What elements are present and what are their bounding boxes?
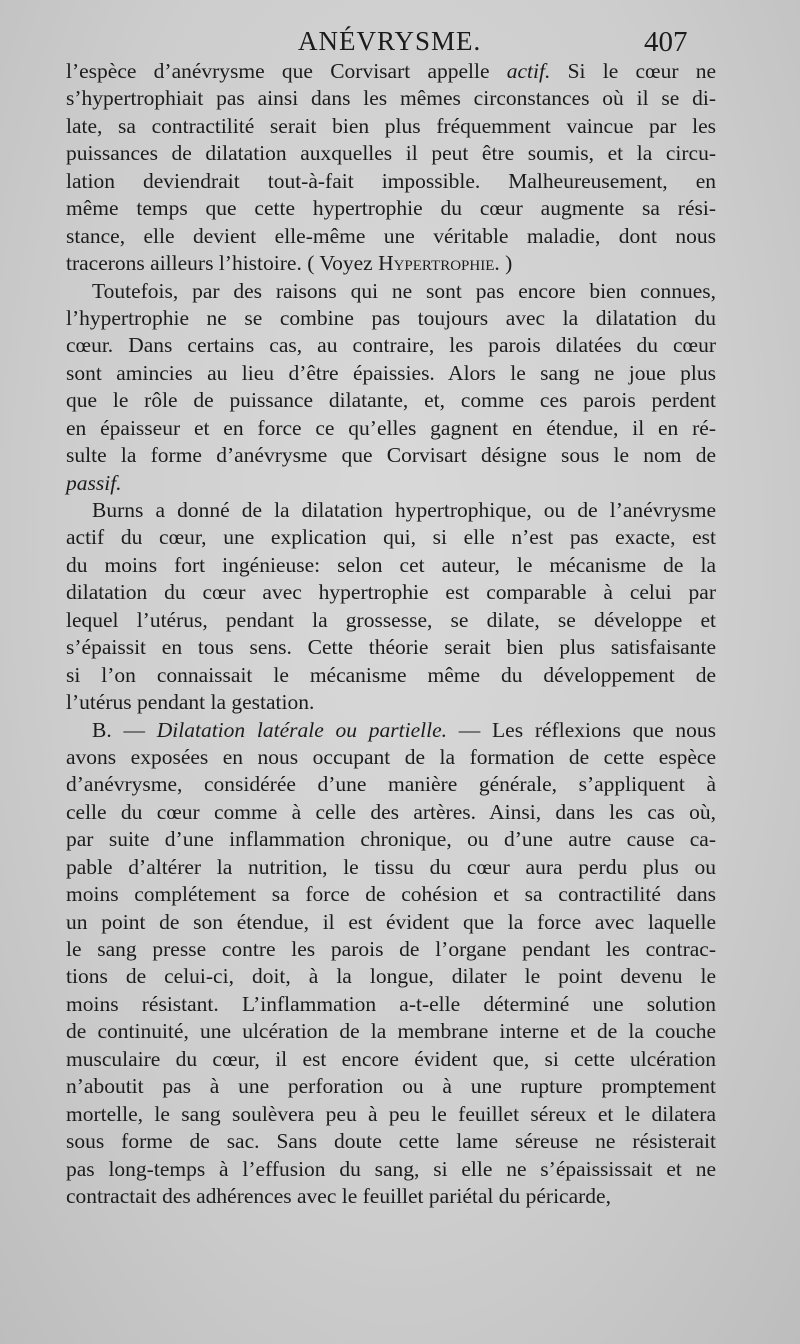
text-line: s’épaissit en tous sens. Cette théorie serait bien plus satisfaisante	[66, 635, 716, 660]
text-line: B. — Dilatation latérale ou partielle. — Les réflexions que nous	[92, 717, 717, 742]
page-number: 407	[644, 26, 688, 58]
text-line: l’hypertrophie ne se combine pas toujours avec la dilatation du	[66, 305, 716, 330]
italic-run: actif.	[506, 59, 551, 83]
text-line: tracerons ailleurs l’histoire. ( Voyez Hypertrophie. )	[66, 251, 513, 276]
page-header	[0, 20, 800, 60]
text-line: lequel l’utérus, pendant la grossesse, se dilate, se développe et	[66, 607, 716, 632]
text-line: stance, elle devient elle-même une véritable maladie, dont nous	[66, 223, 716, 248]
text-line: pas long-temps à l’effusion du sang, si elle ne s’épaississait et ne	[66, 1156, 716, 1181]
text-line	[66, 470, 716, 497]
text-line: actif du cœur, une explication qui, si elle n’est pas exacte, est	[66, 525, 716, 550]
text-line: que le rôle de puissance dilatante, et, comme ces parois perdent	[66, 388, 716, 413]
text-line: cœur. Dans certains cas, au contraire, les parois dilatées du cœur	[66, 333, 716, 358]
small-caps-run: Hypertrophie.	[378, 251, 500, 276]
text-line: n’aboutit pas à une perforation ou à une rupture promptement	[66, 1074, 716, 1099]
text-line: en épaisseur et en force ce qu’elles gagnent en étendue, il en ré-	[66, 415, 716, 440]
running-title: ANÉVRYSME.	[298, 26, 482, 56]
text-line: s’hypertrophiait pas ainsi dans les mêmes circonstances où il se di-	[66, 86, 716, 111]
text-line: l’utérus pendant la gestation.	[66, 690, 315, 715]
text-line: sulte la forme d’anévrysme que Corvisart désigne sous le nom de	[66, 443, 716, 468]
text-line: dilatation du cœur avec hypertrophie est comparable à celui par	[66, 580, 716, 605]
text-line: de continuité, une ulcération de la membrane interne et de la couche	[66, 1019, 716, 1044]
text-line: moins résistant. L’inflammation a-t-elle déterminé une solution	[66, 991, 716, 1016]
body-text	[66, 58, 716, 1210]
text-line: late, sa contractilité serait bien plus fréquemment vaincue par les	[66, 113, 716, 138]
text-line: Toutefois, par des raisons qui ne sont pas encore bien connues,	[92, 278, 716, 303]
text-line: sous forme de sac. Sans doute cette lame séreuse ne résisterait	[66, 1129, 716, 1154]
text-line: celle du cœur comme à celle des artères. Ainsi, dans les cas où,	[66, 799, 716, 824]
text-line: Burns a donné de la dilatation hypertrophique, ou de l’anévrysme	[92, 498, 716, 522]
text-line: puissances de dilatation auxquelles il peut être soumis, et la circu-	[66, 141, 716, 166]
text-line: un point de son étendue, il est évident que la force avec laquelle	[66, 909, 716, 934]
text-line: mortelle, le sang soulèvera peu à peu le feuillet séreux et le dilatera	[66, 1101, 716, 1126]
text-line: avons exposées en nous occupant de la formation de cette espèce	[66, 744, 716, 769]
italic-run: Dilatation latérale ou partielle.	[156, 717, 448, 742]
text-line: si l’on connaissait le mécanisme même du développement de	[66, 662, 716, 687]
text-line: l’espèce d’anévrysme que Corvisart appelle actif. Si le cœur ne	[66, 59, 717, 83]
text-line: contractait des adhérences avec le feuillet pariétal du péricarde,	[66, 1183, 611, 1208]
text-line: lation deviendrait tout-à-fait impossible. Malheureusement, en	[66, 168, 716, 193]
text-line: même temps que cette hypertrophie du cœur augmente sa rési-	[66, 196, 716, 221]
text-line: sont amincies au lieu d’être épaissies. Alors le sang ne joue plus	[66, 360, 716, 385]
text-line: du moins fort ingénieuse: selon cet auteur, le mécanisme de la	[66, 552, 716, 577]
text-line: musculaire du cœur, il est encore évident que, si cette ulcération	[66, 1046, 716, 1071]
text-line: tions de celui-ci, doit, à la longue, dilater le point devenu le	[66, 964, 716, 989]
text-line: d’anévrysme, considérée d’une manière générale, s’appliquent à	[66, 772, 716, 797]
text-line: par suite d’une inflammation chronique, ou d’une autre cause ca-	[66, 827, 716, 852]
text-line: moins complétement sa force de cohésion et sa contractilité dans	[66, 882, 716, 907]
text-line: pable d’altérer la nutrition, le tissu du cœur aura perdu plus ou	[66, 854, 716, 879]
italic-run: passif.	[66, 470, 122, 495]
text-line: le sang presse contre les parois de l’organe pendant les contrac-	[66, 937, 716, 961]
